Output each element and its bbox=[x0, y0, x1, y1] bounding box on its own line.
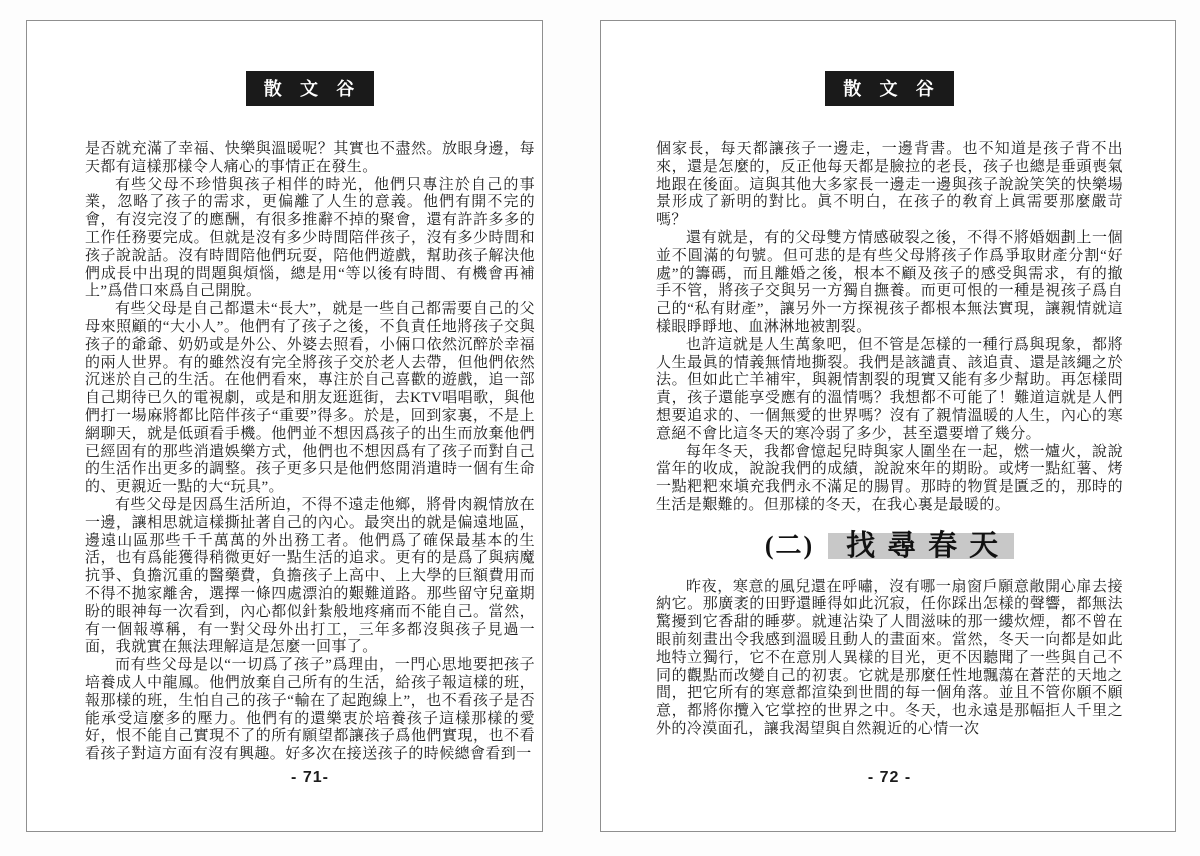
paragraph: 有些父母是因爲生活所迫，不得不遠走他鄉，將骨肉親情放在一邊，讓相思就這樣撕扯著自己的內心。最突出的就是偏遠地區，邊遠山區那些千千萬萬的外出務工者。他們爲了確保最基本的生活，也有爲能獲得稍微更好一點生活的追求。更有的是爲了與病魔抗爭、負擔沉重的醫藥費，負擔孩子上高中、上大學的巨額費用而不得不拋家離舍，選擇一條四處漂泊的艱難道路。那些留守兒童期盼的眼神每一次看到，內心都似針紮般地疼痛而不能自己。當然，有一個報導稱，有一對父母外出打工，三年多都沒與孩子見過一面，我就實在無法理解這是怎麼一回事了。 bbox=[85, 496, 535, 656]
running-head: 散 文 谷 bbox=[825, 71, 954, 106]
paragraph: 而有些父母是以“一切爲了孩子”爲理由，一門心思地要把孩子培養成人中龍鳳。他們放棄自己所有的生活，給孩子報這樣的班，報那樣的班，生怕自己的孩子“輸在了起跑線上”，也不看孩子是否能承受這麼多的壓力。他們有的還樂衷於培養孩子這樣那樣的愛好，恨不能自己實現不了的所有願望都讓孩子爲他們實現，也不看看孩子對這方面有沒有興趣。好多次在接送孩子的時候總會看到一 bbox=[85, 657, 535, 763]
running-head: 散 文 谷 bbox=[246, 71, 375, 106]
running-head-wrap bbox=[85, 71, 535, 106]
paragraph: 也許這就是人生萬象吧，但不管是怎樣的一種行爲與現象，都將人生最眞的情義無情地撕裂。我們是該譴責、該追責、還是該繩之於法。但如此亡羊補牢，與親情割裂的現實又能有多少幫助。再怎樣問責，孩子還能享受應有的溫情嗎？我想都不可能了！難道這就是人們想要追求的、一個無愛的世界嗎？沒有了親情溫暖的人生，內心的寒意絕不會比這冬天的寒冷弱了多少，甚至還要增了幾分。 bbox=[656, 336, 1123, 442]
running-head-wrap bbox=[656, 71, 1123, 106]
paragraph: 是否就充滿了幸福、快樂與溫暖呢？其實也不盡然。放眼身邊，每天都有這樣那樣令人痛心的事情正在發生。 bbox=[85, 141, 535, 175]
paragraph: 有些父母不珍惜與孩子相伴的時光，他們只專注於自己的事業，忽略了孩子的需求，更偏離了人生的意義。他們有開不完的會，有沒完沒了的應酬，有很多推辭不掉的聚會，還有許許多多的工作任務要完成。但就是沒有多少時間陪伴孩子，沒有多少時間和孩子說說話。沒有時間陪他們玩耍，陪他們遊戲，幫助孩子解決他們成長中出現的問題與煩惱，總是用“等以後有時間、有機會再補上”爲借口來爲自己開脫。 bbox=[85, 176, 535, 300]
paragraph: 昨夜，寒意的風兒還在呼嘯，沒有哪一扇窗戶願意敞開心扉去接納它。那廣袤的田野還睡得如此沉寂，任你踩出怎樣的聲響，都無法驚擾到它香甜的睡夢。就連沾染了人間滋味的那一縷炊煙，都不曾在眼前刻畫出令我感到溫暖且動人的畫面來。當然，冬天一向都是如此地特立獨行，它不在意別人異樣的目光，更不因聽聞了一些與自己不同的觀點而改變自己的初衷。它就是那麼任性地飄蕩在蒼茫的天地之間，把它所有的寒意都渲染到世間的每一個角落。並且不管你願不願意，都將你攬入它掌控的世界之中。冬天，也永遠是那幅拒人千里之外的冷漠面孔，讓我渴望與自然親近的心情一次 bbox=[656, 578, 1123, 737]
section-title: 找尋春天 bbox=[828, 533, 1014, 559]
page-number-right: - 72 - bbox=[867, 769, 912, 786]
page-number-left: - 71- bbox=[291, 769, 329, 786]
page-left-body bbox=[85, 141, 535, 764]
paragraph: 個家長，每天都讓孩子一邊走，一邊背書。也不知道是孩子背不出來，還是怎麼的，反正他每天都是臉拉的老長，孩子也總是垂頭喪氣地跟在後面。這與其他大多家長一邊走一邊與孩子說說笑笑的快樂場景形成了新明的對比。眞不明白，在孩子的敎育上眞需要那麼嚴苛嗎？ bbox=[656, 141, 1123, 229]
page-right bbox=[600, 20, 1176, 832]
paragraph: 還有就是，有的父母雙方情感破裂之後，不得不將婚姻劃上一個並不圓滿的句號。但可悲的是有些父母將孩子作爲爭取財產分割“好處”的籌碼，而且離婚之後，根本不顧及孩子的感受與需求，有的撤手不管，將孩子交與另一方獨自撫養。而更可恨的一種是視孩子爲自己的“私有財產”，讓另外一方探視孩子都根本無法實現，讓親情就這樣眼睜睜地、血淋淋地被割裂。 bbox=[656, 229, 1123, 335]
paragraph: 有些父母是自己都還未“長大”，就是一些自己都需要自己的父母來照顧的“大小人”。他們有了孩子之後，不負責任地將孩子交與孩子的爺爺、奶奶或是外公、外婆去照看，小倆口依然沉醉於幸福的兩人世界。有的雖然沒有完全將孩子交於老人去帶，但他們依然沉迷於自己的生活。在他們看來，專注於自己喜歡的遊戲，追一部自己期待已久的電視劇，或是和朋友逛逛街，去KTV唱唱歌，與他們打一場麻將都比陪伴孩子“重要”得多。於是，回到家裏，不是上網聊天，就是低頭看手機。他們並不想因爲孩子的出生而放棄他們已經固有的那些消遣娛樂方式，他們也不想因爲有了孩子而對自己的生活作出更多的調整。孩子更多只是他們悠閒消遣時一個有生命的、更親近一點的大“玩具”。 bbox=[85, 301, 535, 496]
section-number: (二) bbox=[764, 530, 815, 560]
paragraph: 每年冬天，我都會憶起兒時與家人圍坐在一起，燃一爐火，說說當年的收成，說說我們的成績，說說來年的期盼。或烤一點紅薯、烤一點粑粑來塡充我們永不滿足的腸胃。那時的物質是匱乏的，那時的生活是艱難的。但那樣的冬天，在我心裏是最暖的。 bbox=[656, 443, 1123, 513]
page-left bbox=[26, 20, 543, 832]
page-right-body bbox=[656, 141, 1123, 739]
section-heading bbox=[656, 527, 1123, 562]
